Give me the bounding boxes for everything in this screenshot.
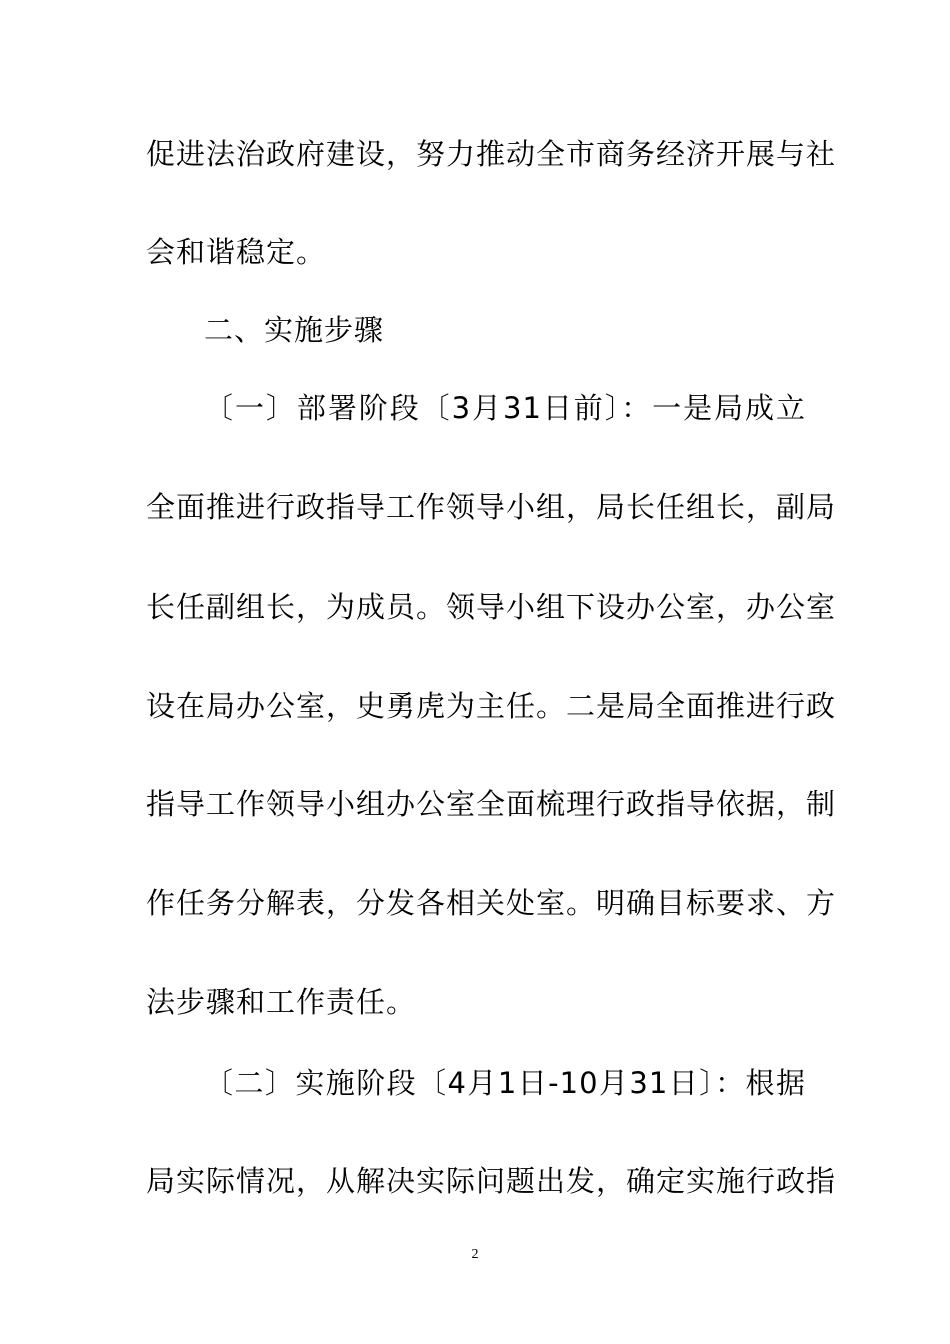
section-heading: 二、实施步骤 [204, 313, 385, 347]
body-text-line: 长任副组长，为成员。领导小组下设办公室，办公室 [146, 590, 837, 624]
body-text-line: 设在局办公室，史勇虎为主任。二是局全面推进行政 [146, 689, 837, 723]
body-text-line: 指导工作领导小组办公室全面梳理行政指导依据，制 [146, 787, 837, 821]
body-text-line: 局实际情况，从解决实际问题出发，确定实施行政指 [146, 1164, 837, 1198]
body-text-line: 促进法治政府建设，努力推动全市商务经济开展与社 [146, 137, 837, 171]
body-text-line: 全面推进行政指导工作领导小组，局长任组长，副局 [146, 490, 837, 524]
body-text-line: 作任务分解表，分发各相关处室。明确目标要求、方 [146, 886, 837, 920]
body-text-line: 法步骤和工作责任。 [146, 985, 417, 1019]
body-text-line: 〔一〕部署阶段〔3月31日前〕：一是局成立 [204, 391, 806, 425]
page-number: 2 [471, 1247, 479, 1262]
body-text-line: 会和谐稳定。 [146, 235, 327, 269]
body-text-line: 〔二〕实施阶段〔4月1日-10月31日〕：根据 [204, 1066, 806, 1100]
